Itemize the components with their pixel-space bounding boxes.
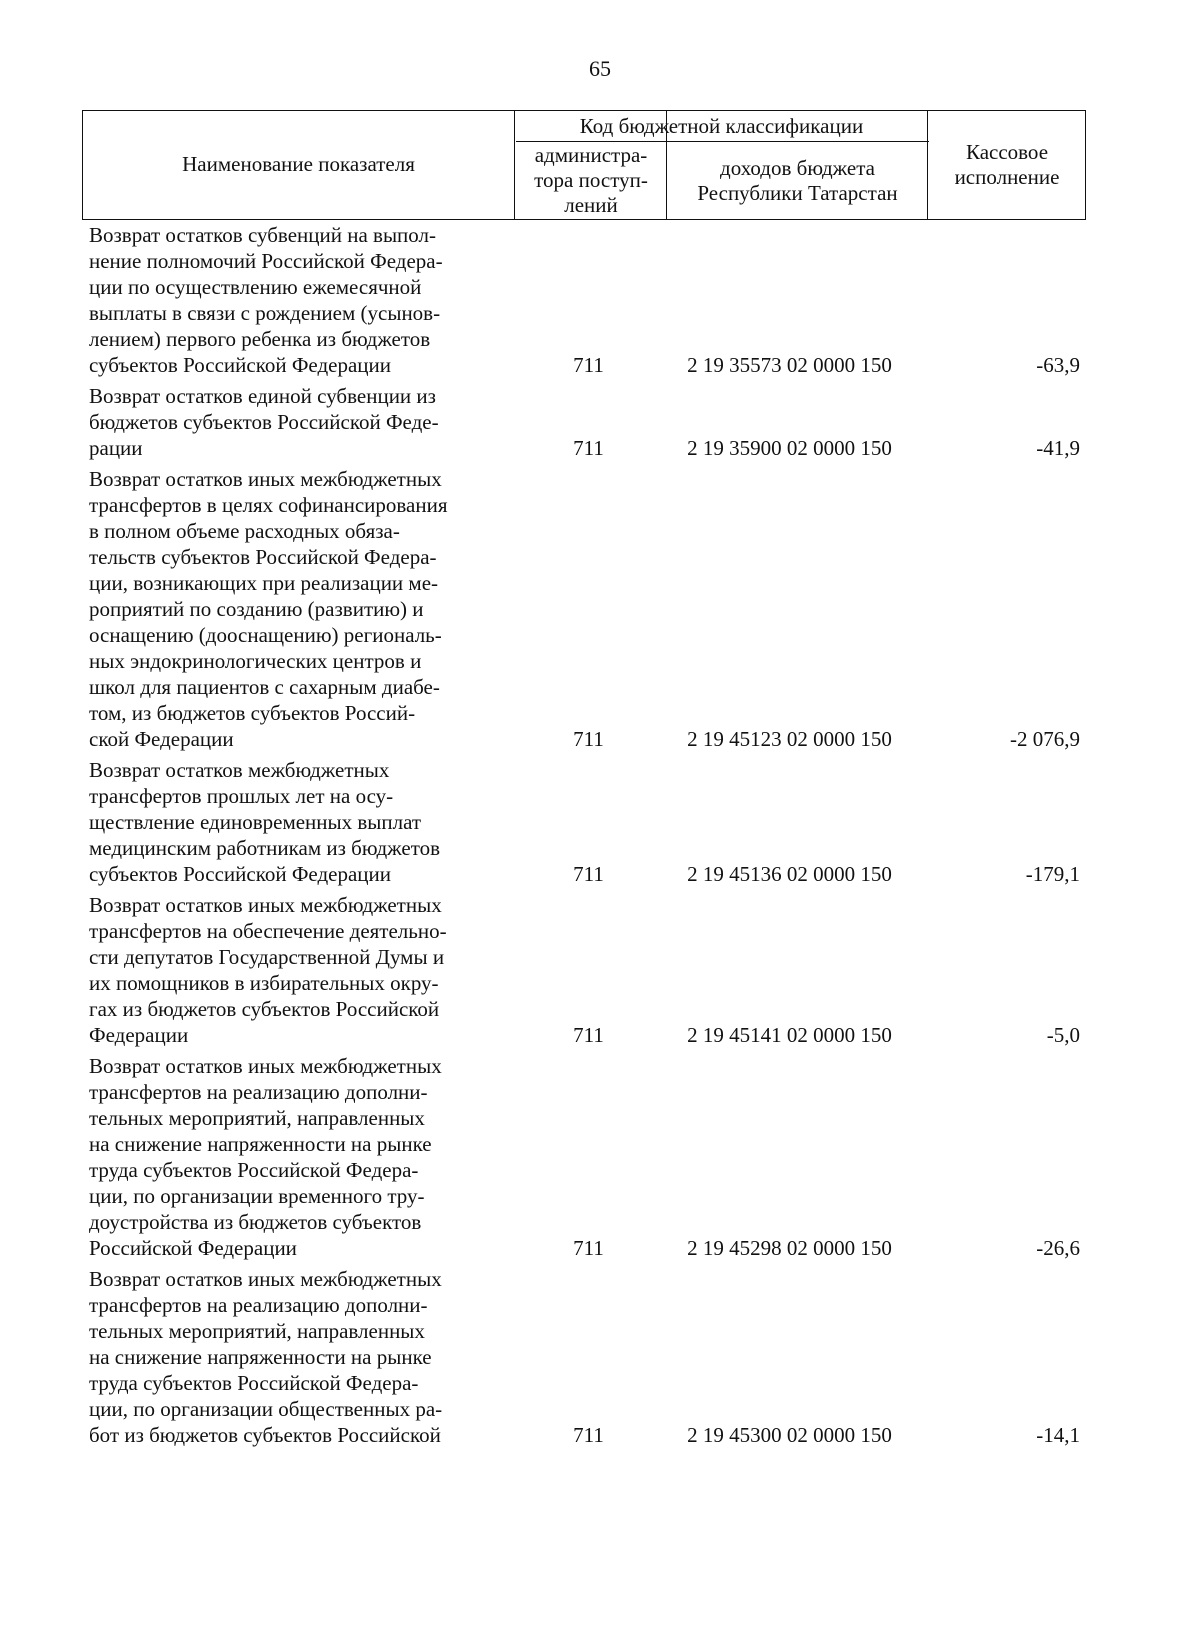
row-income-code: 2 19 35900 02 0000 150 [687, 436, 892, 460]
header-income-column: доходов бюджета Республики Татарстан [697, 155, 898, 205]
row-admin-code: 711 [573, 1423, 604, 1447]
table-header [82, 110, 1086, 220]
row-amount: -5,0 [1046, 1023, 1080, 1047]
row-name: Возврат остатков иных межбюджетных трансфертов в целях софинансирования в полном объеме расходных обяза- тельств субъектов Российской Федера- ции, возникающих при реализации ме- роприятий по созданию (развитию) и оснащению (дооснащению) региональ- ных эндокринологических центров и школ для пациентов с сахарным диабе- том, из бюджетов субъектов Россий- ской Федерации [89, 467, 448, 751]
table-body [89, 222, 1089, 1453]
row-admin-code: 711 [573, 727, 604, 751]
row-amount: -14,1 [1036, 1423, 1080, 1447]
row-name: Возврат остатков субвенций на выпол- нение полномочий Российской Федера- ции по осуществлению ежемесячной выплаты в связи с рождением (усынов- лением) первого ребенка из бюджетов субъектов Российской Федерации [89, 223, 443, 377]
header-admin-column: администра- тора поступ- лений [534, 143, 648, 217]
row-income-code: 2 19 45298 02 0000 150 [687, 1236, 892, 1260]
table-row [89, 383, 1089, 461]
row-amount: -26,6 [1036, 1236, 1080, 1260]
table-row [89, 892, 1089, 1048]
table-row [89, 1266, 1089, 1448]
table-row [89, 757, 1089, 887]
row-income-code: 2 19 35573 02 0000 150 [687, 353, 892, 377]
page-number: 65 [589, 56, 611, 81]
table-row [89, 1053, 1089, 1261]
row-income-code: 2 19 45123 02 0000 150 [687, 727, 892, 751]
header-name-column: Наименование показателя [182, 152, 415, 176]
row-admin-code: 711 [573, 1023, 604, 1047]
row-name: Возврат остатков иных межбюджетных трансфертов на обеспечение деятельно- сти депутатов Государственной Думы и их помощников в избирательных окру- гах из бюджетов субъектов Российской Федерации [89, 893, 447, 1047]
row-amount: -2 076,9 [1010, 727, 1080, 751]
row-admin-code: 711 [573, 862, 604, 886]
row-admin-code: 711 [573, 1236, 604, 1260]
row-income-code: 2 19 45136 02 0000 150 [687, 862, 892, 886]
row-name: Возврат остатков межбюджетных трансфертов прошлых лет на осу- ществление единовременных выплат медицинским работникам из бюджетов субъектов Российской Федерации [89, 758, 441, 886]
row-amount: -179,1 [1025, 862, 1080, 886]
row-amount: -41,9 [1036, 436, 1080, 460]
row-name: Возврат остатков единой субвенции из бюджетов субъектов Российской Феде- рации [89, 384, 439, 460]
row-admin-code: 711 [573, 353, 604, 377]
row-amount: -63,9 [1036, 353, 1080, 377]
row-admin-code: 711 [573, 436, 604, 460]
row-income-code: 2 19 45300 02 0000 150 [687, 1423, 892, 1447]
header-divider [514, 111, 515, 219]
row-name: Возврат остатков иных межбюджетных трансфертов на реализацию дополни- тельных мероприятий, направленных на снижение напряженности на рынке труда субъектов Российской Федера- ции, по организации общественных ра- бот из бюджетов субъектов Российской [89, 1267, 443, 1447]
row-name: Возврат остатков иных межбюджетных трансфертов на реализацию дополни- тельных мероприятий, направленных на снижение напряженности на рынке труда субъектов Российской Федера- ции, по организации временного тру- доустройства из бюджетов субъектов Российской Федерации [89, 1054, 442, 1260]
header-amount-column: Кассовое исполнение [954, 139, 1060, 189]
header-classification-group: Код бюджетной классификации [579, 113, 864, 138]
table-row [89, 466, 1089, 752]
header-divider [927, 111, 928, 219]
row-income-code: 2 19 45141 02 0000 150 [687, 1023, 892, 1047]
table-row [89, 222, 1089, 378]
